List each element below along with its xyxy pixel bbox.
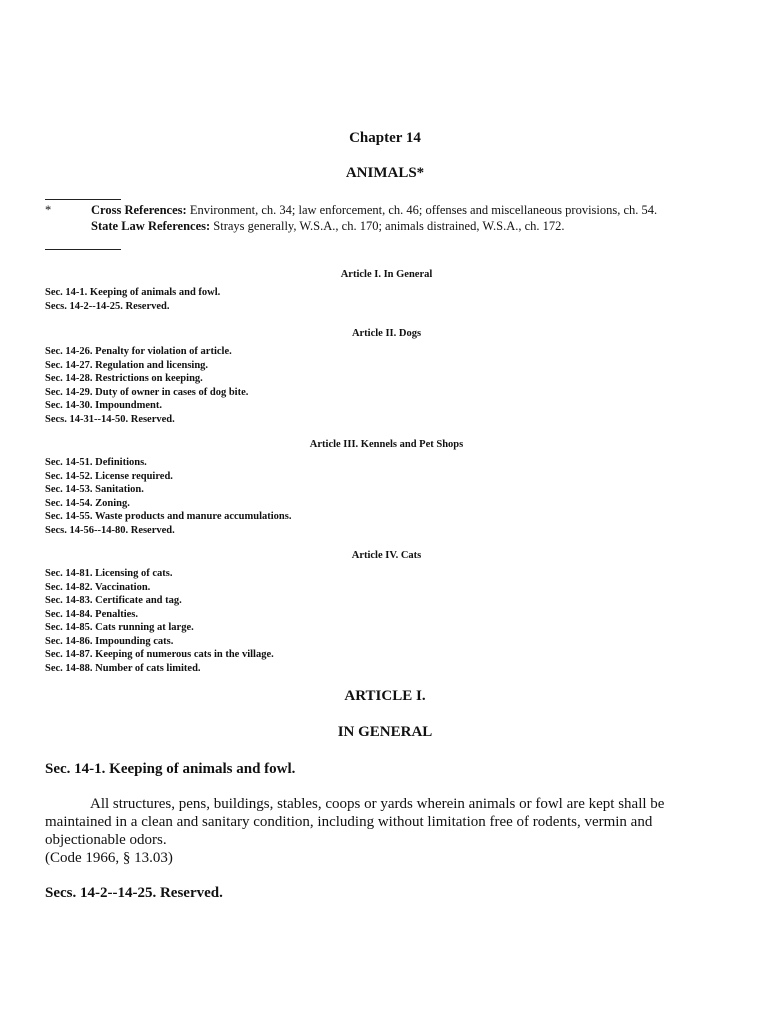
toc-item[interactable]: Sec. 14-82. Vaccination.	[45, 581, 151, 593]
toc-item[interactable]: Sec. 14-51. Definitions.	[45, 457, 147, 468]
toc-item[interactable]: Secs. 14-56--14-80. Reserved.	[45, 524, 175, 536]
toc-item[interactable]: Sec. 14-26. Penalty for violation of article.	[45, 346, 232, 357]
footnote-divider-top	[45, 199, 121, 200]
toc-item[interactable]: Secs. 14-2--14-25. Reserved.	[45, 300, 170, 312]
toc-article-2	[45, 328, 735, 426]
toc-item[interactable]: Sec. 14-29. Duty of owner in cases of dog bite.	[45, 386, 249, 398]
toc-item[interactable]: Sec. 14-85. Cats running at large.	[45, 622, 194, 633]
toc-item[interactable]: Sec. 14-54. Zoning.	[45, 497, 130, 509]
toc-article-1	[45, 269, 735, 313]
footnote	[45, 202, 745, 234]
state-law-references-label: State Law References:	[91, 219, 211, 233]
footnote-divider-bottom	[45, 249, 121, 250]
section-heading: Sec. 14-1. Keeping of animals and fowl.	[45, 761, 296, 777]
toc-article-3	[45, 439, 735, 537]
toc-item[interactable]: Sec. 14-53. Sanitation.	[45, 484, 144, 495]
toc-item[interactable]: Sec. 14-88. Number of cats limited.	[45, 662, 201, 674]
chapter-number: Chapter 14	[349, 130, 421, 146]
toc-item[interactable]: Sec. 14-30. Impoundment.	[45, 400, 162, 411]
article-subheading: IN GENERAL	[337, 724, 433, 740]
section-heading-reserved: Secs. 14-2--14-25. Reserved.	[45, 885, 223, 901]
toc-item[interactable]: Secs. 14-31--14-50. Reserved.	[45, 413, 175, 425]
toc-item[interactable]: Sec. 14-81. Licensing of cats.	[45, 568, 173, 579]
toc-item[interactable]: Sec. 14-55. Waste products and manure accumulations.	[45, 511, 292, 522]
cross-references-label: Cross References:	[91, 203, 187, 217]
chapter-title: ANIMALS*	[345, 165, 425, 181]
cross-references-text: Environment, ch. 34; law enforcement, ch. 46; offenses and miscellaneous provisions, ch. 54.	[186, 203, 658, 217]
toc-item[interactable]: Sec. 14-52. License required.	[45, 470, 173, 482]
cross-references	[91, 202, 745, 218]
toc-article-heading: Article III. Kennels and Pet Shops	[309, 439, 464, 450]
section-history: (Code 1966, § 13.03)	[45, 850, 173, 866]
toc-article-heading: Article I. In General	[340, 269, 433, 280]
toc-item[interactable]: Sec. 14-1. Keeping of animals and fowl.	[45, 287, 221, 298]
toc-item[interactable]: Sec. 14-87. Keeping of numerous cats in the village.	[45, 649, 274, 660]
toc-item[interactable]: Sec. 14-86. Impounding cats.	[45, 635, 174, 647]
toc-item[interactable]: Sec. 14-27. Regulation and licensing.	[45, 359, 209, 371]
toc-article-heading: Article IV. Cats	[351, 550, 422, 561]
toc-article-heading: Article II. Dogs	[351, 328, 422, 339]
state-law-references	[91, 218, 745, 234]
toc-item[interactable]: Sec. 14-28. Restrictions on keeping.	[45, 373, 203, 384]
footnote-marker: *	[45, 203, 52, 217]
section-body-text: All structures, pens, buildings, stables, coops or yards wherein animals or fowl are kept shall be maintained in a clean and sanitary condition, including without limitation free of rodents, vermin and objectionable odors.	[45, 796, 665, 848]
state-law-references-text: Strays generally, W.S.A., ch. 170; animals distrained, W.S.A., ch. 172.	[210, 219, 565, 233]
toc-item[interactable]: Sec. 14-84. Penalties.	[45, 608, 139, 620]
section-body	[45, 795, 705, 867]
toc-item[interactable]: Sec. 14-83. Certificate and tag.	[45, 595, 182, 606]
toc-article-4	[45, 550, 735, 675]
article-heading: ARTICLE I.	[344, 688, 426, 704]
